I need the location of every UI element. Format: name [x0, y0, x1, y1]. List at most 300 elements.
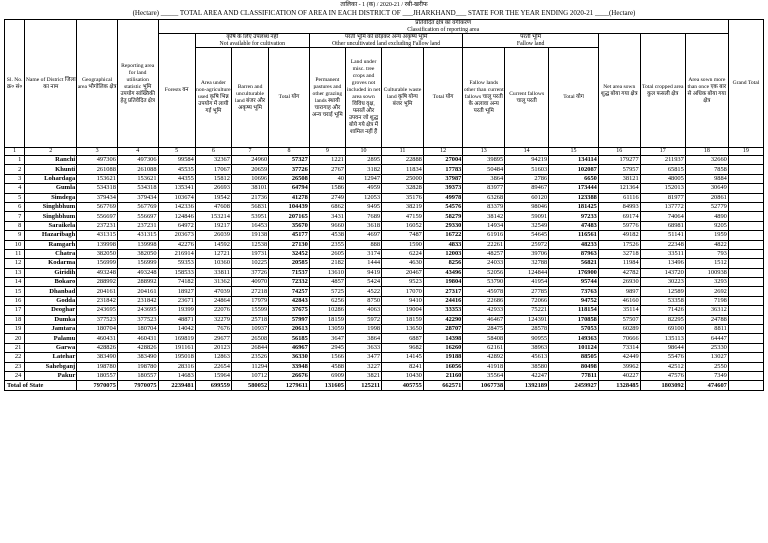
not-available-header — [195, 34, 309, 48]
table-cell: 1566 — [309, 353, 345, 362]
table-cell: 94219 — [505, 156, 549, 165]
table-cell: 8750 — [345, 296, 381, 305]
table-cell: 7487 — [382, 231, 424, 240]
table-cell: 46160 — [598, 296, 640, 305]
table-cell: 33353 — [423, 306, 463, 315]
not-available-english: Not available for cultivation — [219, 40, 286, 47]
table-cell: 77811 — [549, 371, 599, 380]
grand-total-cell — [728, 306, 763, 315]
total-cell: 2239481 — [158, 381, 195, 390]
table-cell: 2749 — [309, 193, 345, 202]
table-cell: 237231 — [77, 221, 118, 230]
table-cell: 12538 — [231, 240, 268, 249]
table-cell: 89467 — [505, 184, 549, 193]
table-cell: 40227 — [598, 371, 640, 380]
table-cell: 42843 — [269, 296, 310, 305]
table-cell: 38963 — [505, 343, 549, 352]
classification-header — [158, 20, 728, 34]
table-cell: 173444 — [549, 184, 599, 193]
table-cell: 32718 — [598, 249, 640, 258]
table-cell: 180557 — [77, 371, 118, 380]
table-cell: 497306 — [117, 156, 158, 165]
table-cell: 4063 — [345, 306, 381, 315]
table-cell: 567769 — [77, 202, 118, 211]
row-district-name: Dhanbad — [25, 287, 77, 296]
grand-total-cell — [728, 353, 763, 362]
other-uncultivated-hindi: परती भूमि को छोड़कर अन्य अकृष्य भूमि — [344, 34, 428, 40]
row-serial: 12 — [5, 259, 25, 268]
table-cell: 10712 — [231, 371, 268, 380]
table-cell: 103674 — [158, 193, 195, 202]
table-cell: 32828 — [382, 184, 424, 193]
table-cell: 20613 — [269, 325, 310, 334]
table-row — [5, 202, 764, 211]
table-cell: 35670 — [269, 221, 310, 230]
grand-total-cell — [728, 193, 763, 202]
table-cell: 9884 — [685, 174, 728, 183]
column-number-row — [5, 148, 764, 156]
table-cell: 27004 — [423, 156, 463, 165]
table-cell: 9495 — [345, 202, 381, 211]
col-reporting-area: Reporting area for land utilisation statistic भूमि उपयोग सांख्यिकी हेतु प्रतिवेदित क्षेत्र — [117, 20, 158, 148]
table-cell: 52056 — [463, 268, 505, 277]
table-cell: 37726 — [231, 268, 268, 277]
table-cell: 51603 — [505, 165, 549, 174]
table-cell: 16722 — [423, 231, 463, 240]
grand-total-cell — [728, 202, 763, 211]
table-cell: 16453 — [231, 221, 268, 230]
table-cell: 74064 — [640, 212, 685, 221]
table-cell: 38101 — [231, 184, 268, 193]
row-district-name: Lohardaga — [25, 174, 77, 183]
table-cell: 135113 — [640, 334, 685, 343]
table-cell: 64972 — [158, 221, 195, 230]
table-cell: 20585 — [269, 259, 310, 268]
table-cell: 3864 — [345, 334, 381, 343]
table-cell: 100938 — [685, 268, 728, 277]
table-cell: 2945 — [309, 343, 345, 352]
total-cell: 1328485 — [598, 381, 640, 390]
column-number: 16 — [598, 148, 640, 156]
table-cell: 26693 — [195, 184, 231, 193]
table-cell: 1998 — [345, 325, 381, 334]
table-cell: 104439 — [269, 202, 310, 211]
row-district-name: Sahebganj — [25, 362, 77, 371]
table-cell: 460431 — [117, 334, 158, 343]
table-cell: 13027 — [685, 353, 728, 362]
table-cell: 25330 — [685, 343, 728, 352]
column-number: 13 — [463, 148, 505, 156]
table-row — [5, 306, 764, 315]
table-cell: 137772 — [640, 202, 685, 211]
table-cell: 497306 — [77, 156, 118, 165]
table-cell: 35564 — [463, 371, 505, 380]
table-cell: 32367 — [195, 156, 231, 165]
grand-total-cell — [728, 165, 763, 174]
table-cell: 534318 — [77, 184, 118, 193]
table-cell: 17526 — [598, 240, 640, 249]
table-cell: 153621 — [77, 174, 118, 183]
table-cell: 69100 — [640, 325, 685, 334]
table-cell: 17979 — [231, 296, 268, 305]
table-cell: 59091 — [505, 212, 549, 221]
table-cell: 7858 — [685, 165, 728, 174]
table-cell: 139998 — [117, 240, 158, 249]
table-cell: 28578 — [505, 325, 549, 334]
table-cell: 53358 — [640, 296, 685, 305]
table-row — [5, 221, 764, 230]
table-cell: 4697 — [345, 231, 381, 240]
table-cell: 47576 — [640, 371, 685, 380]
table-cell: 6909 — [309, 371, 345, 380]
table-cell: 45978 — [463, 287, 505, 296]
table-cell: 20861 — [685, 193, 728, 202]
table-cell: 12003 — [423, 249, 463, 258]
grand-total-cell — [728, 249, 763, 258]
table-cell: 22076 — [195, 306, 231, 315]
table-cell: 27130 — [269, 240, 310, 249]
table-cell: 3633 — [345, 343, 381, 352]
table-cell: 36330 — [269, 353, 310, 362]
table-cell: 47608 — [195, 202, 231, 211]
table-cell: 32279 — [195, 315, 231, 324]
column-number: 19 — [728, 148, 763, 156]
table-cell: 56185 — [269, 334, 310, 343]
total-label: Total of State — [5, 381, 77, 390]
col-culturable-waste: Culturable waste land कृषि योग्य बंजर भूमि — [382, 48, 424, 148]
table-cell: 57507 — [598, 315, 640, 324]
table-cell: 37726 — [269, 165, 310, 174]
table-cell: 95744 — [549, 278, 599, 287]
table-cell: 74257 — [269, 287, 310, 296]
table-cell: 243695 — [117, 306, 158, 315]
table-cell: 61116 — [598, 193, 640, 202]
row-serial: 14 — [5, 278, 25, 287]
table-cell: 21736 — [231, 193, 268, 202]
row-serial: 1 — [5, 156, 25, 165]
table-cell: 68981 — [640, 221, 685, 230]
table-row — [5, 165, 764, 174]
row-serial: 5 — [5, 193, 25, 202]
table-cell: 207165 — [269, 212, 310, 221]
table-cell: 71537 — [269, 268, 310, 277]
table-cell: 19138 — [231, 231, 268, 240]
table-row — [5, 371, 764, 380]
table-cell: 47483 — [549, 221, 599, 230]
table-row — [5, 353, 764, 362]
col-total-cropped: Total cropped area कुल फसली क्षेत्र — [640, 34, 685, 148]
table-cell: 82295 — [640, 315, 685, 324]
table-body — [5, 156, 764, 391]
table-cell: 377523 — [77, 315, 118, 324]
col-misc-tree: Land under misc. tree crops and groves not included in net area sown विविध वृक्ष, फसलें और उपवन जो शुद्ध बोये गये क्षेत्र में शामिल नहीं हैं — [345, 48, 381, 148]
table-cell: 27218 — [231, 287, 268, 296]
table-cell: 382050 — [117, 249, 158, 258]
grand-total-cell — [728, 315, 763, 324]
table-cell: 29330 — [423, 221, 463, 230]
total-cell: 474607 — [685, 381, 728, 390]
table-cell: 60289 — [598, 325, 640, 334]
table-cell: 18159 — [309, 315, 345, 324]
table-cell: 94752 — [549, 296, 599, 305]
table-cell: 3293 — [685, 278, 728, 287]
table-cell: 40 — [309, 174, 345, 183]
row-district-name: Singhbhum — [25, 212, 77, 221]
table-cell: 243695 — [77, 306, 118, 315]
table-cell: 41278 — [269, 193, 310, 202]
table-cell: 32788 — [505, 259, 549, 268]
row-serial: 2 — [5, 165, 25, 174]
table-cell: 42892 — [463, 353, 505, 362]
table-cell: 6256 — [309, 296, 345, 305]
table-cell: 195018 — [158, 353, 195, 362]
total-cell: 131605 — [309, 381, 345, 390]
table-cell: 9682 — [382, 343, 424, 352]
table-cell: 32549 — [505, 221, 549, 230]
table-cell: 38121 — [598, 174, 640, 183]
table-cell: 24960 — [231, 156, 268, 165]
table-cell: 9205 — [685, 221, 728, 230]
table-cell: 9523 — [382, 278, 424, 287]
table-cell: 4857 — [309, 278, 345, 287]
table-cell: 7349 — [685, 371, 728, 380]
table-cell: 231842 — [77, 296, 118, 305]
table-cell: 203673 — [158, 231, 195, 240]
table-cell: 26676 — [269, 371, 310, 380]
table-cell: 493248 — [117, 268, 158, 277]
table-cell: 6650 — [549, 174, 599, 183]
table-cell: 65815 — [640, 165, 685, 174]
grand-total-cell — [728, 325, 763, 334]
col-grand-total: Grand Total — [728, 20, 763, 148]
total-cell: 1392189 — [505, 381, 549, 390]
table-cell: 64794 — [269, 184, 310, 193]
table-cell: 383490 — [77, 353, 118, 362]
fallow-hindi: परती भूमि — [520, 34, 542, 40]
other-uncultivated-header — [309, 34, 463, 48]
table-cell: 261088 — [77, 165, 118, 174]
row-district-name: Garwa — [25, 343, 77, 352]
table-cell: 63268 — [463, 193, 505, 202]
table-cell: 41954 — [505, 278, 549, 287]
table-cell: 123388 — [549, 193, 599, 202]
table-row — [5, 296, 764, 305]
table-cell: 180557 — [117, 371, 158, 380]
column-number: 3 — [77, 148, 118, 156]
table-cell: 534318 — [117, 184, 158, 193]
table-cell: 50484 — [463, 165, 505, 174]
table-cell: 39373 — [423, 184, 463, 193]
total-cell: 662571 — [423, 381, 463, 390]
col-net-sown: Net area sown शुद्ध बोया गया क्षेत्र — [598, 34, 640, 148]
table-cell: 53951 — [231, 212, 268, 221]
table-cell: 14934 — [463, 221, 505, 230]
table-cell: 73763 — [549, 287, 599, 296]
table-cell: 4630 — [382, 259, 424, 268]
table-cell: 19542 — [195, 193, 231, 202]
table-cell: 22888 — [382, 156, 424, 165]
row-serial: 4 — [5, 184, 25, 193]
table-cell: 47159 — [382, 212, 424, 221]
table-cell: 59353 — [158, 259, 195, 268]
table-cell: 83977 — [463, 184, 505, 193]
table-cell: 4959 — [345, 184, 381, 193]
row-district-name: Simdega — [25, 193, 77, 202]
table-cell: 32452 — [269, 249, 310, 258]
table-row — [5, 315, 764, 324]
table-cell: 33811 — [195, 268, 231, 277]
table-cell: 56831 — [231, 202, 268, 211]
table-cell: 135341 — [158, 184, 195, 193]
table-cell: 25972 — [505, 240, 549, 249]
table-cell: 3174 — [345, 249, 381, 258]
table-cell: 37675 — [269, 306, 310, 315]
table-cell: 23526 — [231, 353, 268, 362]
row-serial: 10 — [5, 240, 25, 249]
table-cell: 4522 — [345, 287, 381, 296]
column-number: 8 — [269, 148, 310, 156]
table-cell: 2692 — [685, 287, 728, 296]
table-cell: 42449 — [598, 353, 640, 362]
table-cell: 142336 — [158, 202, 195, 211]
table-cell: 13610 — [309, 268, 345, 277]
table-cell: 216914 — [158, 249, 195, 258]
table-row — [5, 343, 764, 352]
table-cell: 17783 — [423, 165, 463, 174]
table-cell: 17070 — [382, 287, 424, 296]
total-cell: 580052 — [231, 381, 268, 390]
table-cell: 49182 — [598, 231, 640, 240]
table-cell: 52779 — [685, 202, 728, 211]
table-cell: 288992 — [117, 278, 158, 287]
table-cell: 116561 — [549, 231, 599, 240]
grand-total-cell — [728, 212, 763, 221]
grand-total-cell — [728, 278, 763, 287]
table-cell: 41918 — [463, 362, 505, 371]
table-cell: 18159 — [382, 315, 424, 324]
row-serial: 22 — [5, 353, 25, 362]
table-cell: 139998 — [77, 240, 118, 249]
classification-english: Classification of reporting area — [407, 26, 480, 33]
table-cell: 10286 — [309, 306, 345, 315]
table-cell: 211937 — [640, 156, 685, 165]
table-cell: 124391 — [505, 315, 549, 324]
table-cell: 20467 — [382, 268, 424, 277]
table-cell: 198780 — [77, 362, 118, 371]
col-district: Name of District जिला का नाम — [25, 20, 77, 148]
table-cell: 2355 — [309, 240, 345, 249]
grand-total-cell — [728, 371, 763, 380]
row-district-name: Palamu — [25, 334, 77, 343]
table-cell: 42512 — [640, 362, 685, 371]
table-cell: 156999 — [117, 259, 158, 268]
table-cell: 55476 — [640, 353, 685, 362]
table-cell: 26844 — [231, 343, 268, 352]
table-cell: 4833 — [423, 240, 463, 249]
table-cell: 99584 — [158, 156, 195, 165]
column-number: 9 — [309, 148, 345, 156]
table-cell: 9897 — [598, 287, 640, 296]
table-cell: 71426 — [640, 306, 685, 315]
column-number: 17 — [640, 148, 685, 156]
table-cell: 46467 — [463, 315, 505, 324]
table-row — [5, 240, 764, 249]
table-cell: 97233 — [549, 212, 599, 221]
table-cell: 5725 — [309, 287, 345, 296]
table-cell: 431315 — [117, 231, 158, 240]
table-cell: 2895 — [345, 156, 381, 165]
table-cell: 191161 — [158, 343, 195, 352]
total-cell: 2459927 — [549, 381, 599, 390]
table-cell: 16056 — [423, 362, 463, 371]
table-cell: 2550 — [685, 362, 728, 371]
table-cell: 57053 — [549, 325, 599, 334]
table-cell: 40970 — [231, 278, 268, 287]
table-cell: 288992 — [77, 278, 118, 287]
column-number: 4 — [117, 148, 158, 156]
row-serial: 18 — [5, 315, 25, 324]
total-cell: 699559 — [195, 381, 231, 390]
table-cell: 38142 — [463, 212, 505, 221]
table-row — [5, 212, 764, 221]
col-sl: Sl. No. क्र० सं० — [5, 20, 25, 148]
table-cell: 48233 — [549, 240, 599, 249]
table-cell: 26039 — [195, 231, 231, 240]
table-cell: 39962 — [598, 362, 640, 371]
table-cell: 59776 — [598, 221, 640, 230]
total-cell: 7970075 — [117, 381, 158, 390]
row-serial: 15 — [5, 287, 25, 296]
table-cell: 24033 — [463, 259, 505, 268]
row-district-name: Khunti — [25, 165, 77, 174]
table-cell: 3618 — [345, 221, 381, 230]
table-cell: 383490 — [117, 353, 158, 362]
table-cell: 54576 — [423, 202, 463, 211]
table-row — [5, 268, 764, 277]
table-row — [5, 193, 764, 202]
table-cell: 42782 — [598, 268, 640, 277]
table-cell: 72332 — [269, 278, 310, 287]
table-cell: 4538 — [309, 231, 345, 240]
col-sown-more: Area sown more than once एक बार से अधिक बोया गया क्षेत्र — [685, 34, 728, 148]
grand-total-cell — [728, 240, 763, 249]
table-cell: 4588 — [309, 362, 345, 371]
table-cell: 11984 — [598, 259, 640, 268]
table-cell: 9410 — [382, 296, 424, 305]
table-cell: 48005 — [640, 174, 685, 183]
table-cell: 3182 — [345, 165, 381, 174]
table-cell: 14398 — [423, 334, 463, 343]
col-non-agri: Area under non-agriculture used कृषि भिन्न उपयोग में लायी गई भूमि — [195, 48, 231, 148]
table-cell: 25718 — [231, 315, 268, 324]
table-cell: 33511 — [640, 249, 685, 258]
table-cell: 54645 — [505, 231, 549, 240]
table-cell: 1512 — [685, 259, 728, 268]
grand-total-cell — [728, 184, 763, 193]
table-cell: 10225 — [231, 259, 268, 268]
table-cell: 12863 — [195, 353, 231, 362]
table-cell: 124844 — [505, 268, 549, 277]
table-cell: 64447 — [685, 334, 728, 343]
table-cell: 169819 — [158, 334, 195, 343]
col-forests: Forests वन — [158, 34, 195, 148]
table-cell: 25000 — [382, 174, 424, 183]
table-cell: 46967 — [269, 343, 310, 352]
table-cell: 42933 — [463, 306, 505, 315]
row-district-name: Ranchi — [25, 156, 77, 165]
table-cell: 45177 — [269, 231, 310, 240]
table-cell: 204161 — [117, 287, 158, 296]
